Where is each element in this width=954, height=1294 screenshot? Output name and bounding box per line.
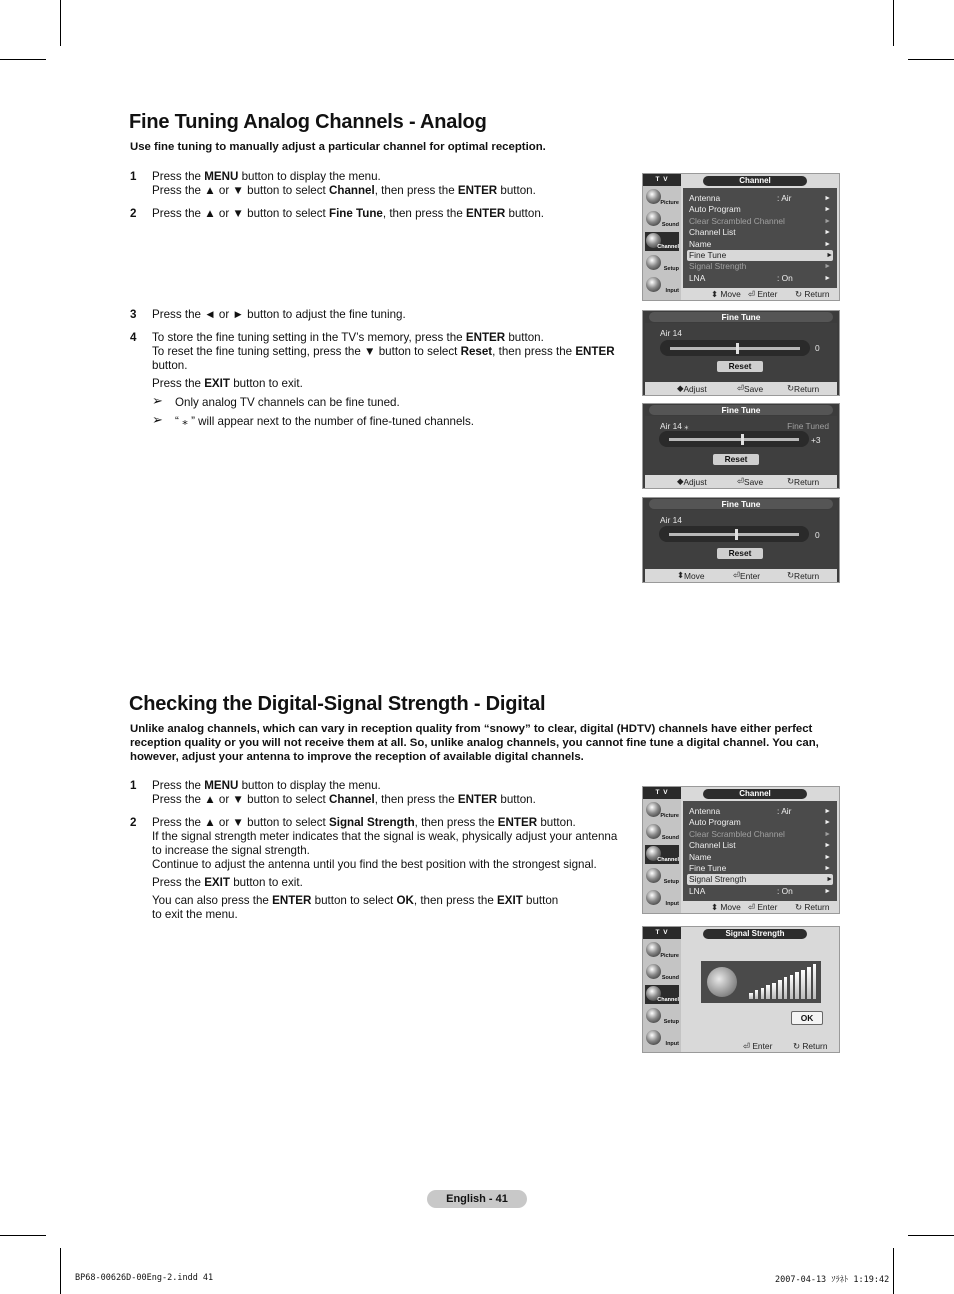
menu-body (683, 801, 837, 901)
fine-tune-slider[interactable] (660, 340, 810, 356)
crop-mark (60, 1248, 61, 1294)
panel-title: Fine Tune (649, 405, 833, 415)
file-slug: BP68-00626D-00Eng-2.indd 41 (75, 1273, 214, 1283)
crop-mark (0, 59, 46, 60)
menu-item-clear-scrambled-channel[interactable]: Clear Scrambled Channel ► (689, 828, 831, 839)
chevron-right-icon: ► (824, 853, 831, 861)
menu-item-clear-scrambled-channel[interactable]: Clear Scrambled Channel ► (689, 215, 831, 226)
section-title-signal-strength: Checking the Digital-Signal Strength - Digital (129, 693, 546, 715)
signal-bar (755, 990, 759, 999)
fine-tune-panel-adjusted (642, 403, 840, 489)
menu-item-auto-program[interactable]: Auto Program ► (689, 204, 831, 215)
section-lead: Use fine tuning to manually adjust a particular channel for optimal reception. (130, 141, 546, 153)
menu-item-lna[interactable]: LNA : On ► (689, 272, 831, 283)
adjust-hint: ◆ Adjust (677, 476, 707, 487)
panel-footer (645, 382, 837, 395)
channel-label: Air 14 (660, 515, 682, 525)
move-hint: ⬍ Move (677, 570, 705, 581)
return-hint: ↻ Return (795, 289, 830, 299)
sidebar-item-label: Setup (663, 266, 679, 272)
setup-icon (646, 1008, 661, 1023)
panel-footer (645, 569, 837, 582)
panel-title: Fine Tune (649, 499, 833, 509)
chevron-right-icon: ► (824, 206, 831, 214)
input-icon (646, 1030, 661, 1045)
sidebar-item-sound[interactable] (645, 210, 679, 229)
signal-meter (701, 961, 821, 1003)
sound-icon (646, 211, 661, 226)
menu-title: Channel (703, 176, 807, 186)
chevron-right-icon: ► (824, 229, 831, 237)
step-text: To store the fine tuning setting in the TV’s memory, press the ENTER button. To reset the fine tuning setting, press the ▼ button to select Reset, then press the ENTER button. (152, 331, 615, 372)
print-timestamp: 2007-04-13 ｿﾗﾈﾄ 1:19:42 (775, 1275, 890, 1285)
crop-mark (0, 1235, 46, 1236)
channel-label: Air 14 ⁎ (660, 421, 689, 431)
section-title-fine-tuning: Fine Tuning Analog Channels - Analog (129, 111, 487, 133)
chevron-right-icon: ► (824, 865, 831, 872)
crop-mark (893, 0, 894, 46)
channel-label: Air 14 (660, 328, 682, 338)
sidebar-item-setup[interactable] (645, 1007, 679, 1026)
fine-tune-panel-reset (642, 497, 840, 583)
chevron-right-icon: ► (824, 263, 831, 271)
sidebar-item-label: Picture (660, 953, 679, 959)
enter-hint: ⏎ Enter (748, 902, 778, 912)
slider-value: +3 (811, 435, 821, 445)
sidebar-item-label: Picture (660, 200, 679, 206)
fine-tune-panel-initial (642, 310, 840, 396)
signal-bar (778, 980, 782, 999)
sidebar-item-label: Sound (661, 222, 679, 228)
fine-tuned-label: Fine Tuned (787, 421, 829, 431)
step-text: Press the ▲ or ▼ button to select Fine Tune, then press the ENTER button. (152, 207, 544, 220)
move-hint: ⬍ Move (711, 902, 741, 912)
sound-icon (646, 824, 661, 839)
sidebar-item-picture[interactable] (645, 188, 679, 207)
enter-hint: ⏎ Enter (743, 1041, 773, 1051)
crop-mark (893, 1248, 894, 1294)
sidebar-item-label: Setup (663, 1019, 679, 1025)
sidebar-item-sound[interactable] (645, 823, 679, 842)
crop-mark (908, 1235, 954, 1236)
sidebar-item-input[interactable] (645, 276, 679, 295)
return-hint: ↻ Return (793, 1041, 828, 1051)
sidebar-item-label: Channel (657, 997, 679, 1003)
menu-item-antenna[interactable]: Antenna : Air ► (689, 806, 831, 816)
page-number: English - 41 (427, 1190, 527, 1208)
fine-tune-slider[interactable] (659, 526, 809, 542)
menu-item-signal-strength[interactable]: Signal Strength ► (689, 261, 831, 272)
crop-mark (908, 59, 954, 60)
menu-title: Signal Strength (703, 929, 807, 939)
menu-item-fine-tune[interactable]: Fine Tune ► (689, 250, 833, 260)
sidebar-item-label: Setup (663, 879, 679, 885)
tv-channel-menu-signal (642, 786, 840, 914)
sidebar-item-channel[interactable] (645, 845, 679, 864)
slider-value: 0 (815, 343, 820, 353)
menu-item-antenna[interactable]: Antenna : Air ► (689, 193, 831, 203)
menu-item-lna[interactable]: LNA : On ► (689, 885, 831, 896)
sidebar-item-label: Input (665, 901, 679, 907)
chevron-right-icon: ► (824, 819, 831, 827)
chevron-right-icon: ► (824, 240, 831, 248)
sidebar-item-setup[interactable] (645, 254, 679, 273)
return-hint: ↻ Return (787, 476, 820, 487)
menu-item-name[interactable]: Name ► (689, 851, 831, 862)
return-hint: ↻ Return (787, 570, 820, 581)
fine-tune-slider[interactable] (659, 431, 809, 447)
picture-icon (646, 802, 661, 817)
sidebar-item-label: Input (665, 288, 679, 294)
chevron-right-icon: ► (824, 808, 831, 815)
sidebar-item-channel[interactable] (645, 985, 679, 1004)
panel-footer (645, 475, 837, 488)
reset-button[interactable]: Reset (717, 361, 763, 372)
input-icon (646, 277, 661, 292)
picture-icon (646, 189, 661, 204)
signal-bar (761, 988, 765, 999)
menu-item-channel-list[interactable]: Channel List ► (689, 227, 831, 238)
chevron-right-icon: ► (826, 876, 833, 884)
setup-icon (646, 868, 661, 883)
enter-hint: ⏎ Enter (733, 570, 761, 581)
tv-label: T V (643, 927, 681, 939)
signal-bar (807, 967, 811, 999)
enter-hint: ⏎ Enter (748, 289, 778, 299)
antenna-dish-icon (707, 967, 737, 997)
chevron-right-icon: ► (824, 195, 831, 202)
return-hint: ↻ Return (795, 902, 830, 912)
chevron-right-icon: ► (824, 842, 831, 850)
sound-icon (646, 964, 661, 979)
sidebar-item-label: Sound (661, 975, 679, 981)
return-hint: ↻ Return (787, 383, 820, 394)
menu-item-auto-program[interactable]: Auto Program ► (689, 817, 831, 828)
setup-icon (646, 255, 661, 270)
sidebar-item-label: Channel (657, 244, 679, 250)
menu-item-channel-list[interactable]: Channel List ► (689, 840, 831, 851)
input-icon (646, 890, 661, 905)
signal-bar (795, 972, 799, 999)
sidebar-item-picture[interactable] (645, 941, 679, 960)
slider-knob[interactable] (736, 343, 739, 354)
move-hint: ⬍ Move (711, 289, 741, 299)
step-text: Press the MENU button to display the menu. Press the ▲ or ▼ button to select Channel, then press the ENTER button. (152, 170, 536, 197)
menu-body (683, 941, 837, 1040)
sidebar-item-input[interactable] (645, 1029, 679, 1048)
panel-title: Fine Tune (649, 312, 833, 322)
crop-mark (60, 0, 61, 46)
signal-bar (766, 985, 770, 999)
menu-item-name[interactable]: Name ► (689, 238, 831, 249)
sidebar-item-label: Sound (661, 835, 679, 841)
sidebar-item-label: Input (665, 1041, 679, 1047)
menu-footer (683, 901, 837, 913)
signal-bar (790, 975, 794, 999)
menu-item-signal-strength[interactable]: Signal Strength ► (689, 874, 833, 885)
sidebar-item-label: Channel (657, 857, 679, 863)
sidebar-item-input[interactable] (645, 889, 679, 908)
tv-label: T V (643, 787, 681, 799)
adjust-hint: ◆ Adjust (677, 383, 707, 394)
signal-bar (801, 970, 805, 999)
chevron-right-icon: ► (824, 274, 831, 282)
slider-knob[interactable] (735, 529, 738, 540)
slider-knob[interactable] (741, 434, 744, 445)
signal-bar (772, 983, 776, 999)
sidebar-item-setup[interactable] (645, 867, 679, 886)
reset-button[interactable]: Reset (717, 548, 763, 559)
save-hint: ⏎ Save (737, 383, 764, 394)
menu-footer (683, 1040, 837, 1052)
tv-signal-strength-screen (642, 926, 840, 1053)
ok-button[interactable]: OK (791, 1011, 823, 1025)
section-lead: Unlike analog channels, which can vary in reception quality from “snowy” to clear, digital (HDTV) channels have either perfect reception quality or you will not receive them at all. So, unlike analog channels, you cannot fine tune a digital channel. You can, however, adjust your antenna to improve the reception of available digital channels. (130, 723, 819, 763)
menu-body (683, 188, 837, 288)
slider-value: 0 (815, 530, 820, 540)
sidebar-item-channel[interactable] (645, 232, 679, 251)
sidebar-item-sound[interactable] (645, 963, 679, 982)
signal-bar (784, 977, 788, 999)
sidebar-item-picture[interactable] (645, 801, 679, 820)
chevron-right-icon: ► (824, 217, 831, 225)
chevron-right-icon: ► (824, 830, 831, 838)
signal-bar (749, 993, 753, 999)
save-hint: ⏎ Save (737, 476, 764, 487)
signal-bar (813, 964, 817, 999)
chevron-right-icon: ► (824, 887, 831, 895)
tv-label: T V (643, 174, 681, 186)
reset-button[interactable]: Reset (713, 454, 759, 465)
tv-channel-menu (642, 173, 840, 301)
menu-footer (683, 288, 837, 300)
picture-icon (646, 942, 661, 957)
sidebar-item-label: Picture (660, 813, 679, 819)
chevron-right-icon: ► (826, 252, 833, 259)
menu-title: Channel (703, 789, 807, 799)
step-text: Press the ◄ or ► button to adjust the fine tuning. (152, 308, 406, 321)
menu-item-fine-tune[interactable]: Fine Tune ► (689, 863, 831, 873)
